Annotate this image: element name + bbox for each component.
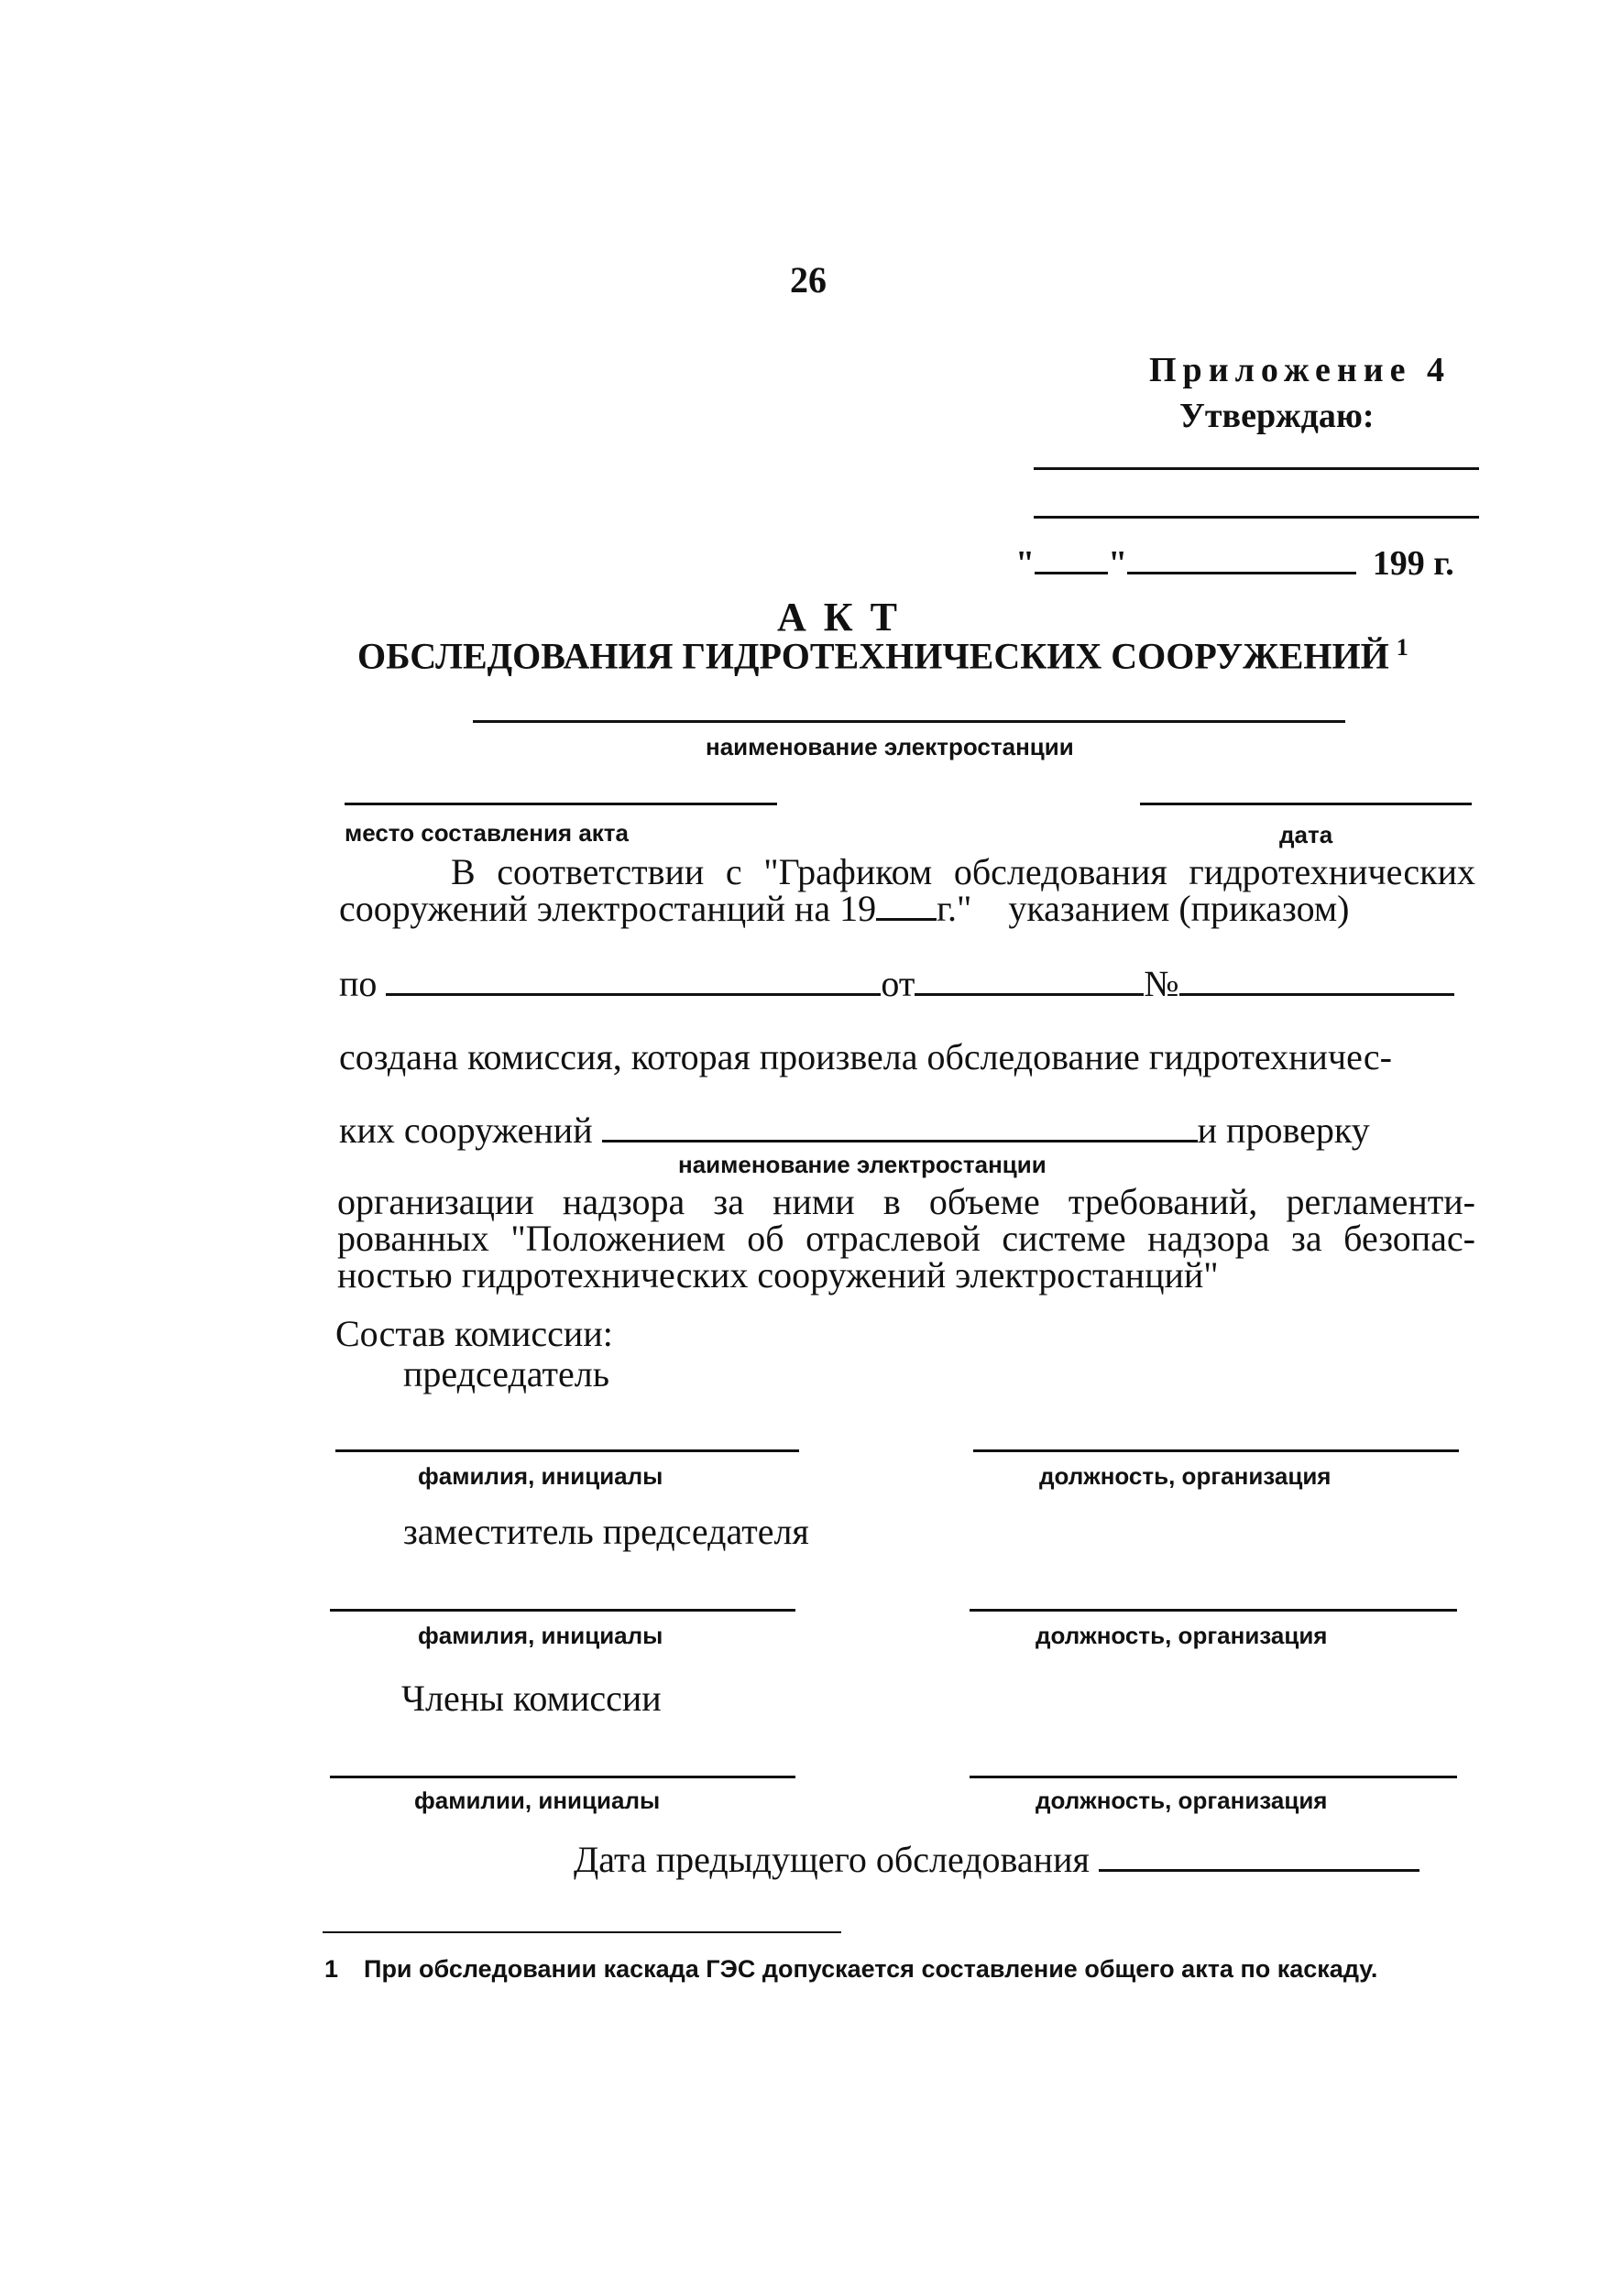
footnote-separator	[323, 1931, 841, 1933]
body-line-2-c: указанием (приказом)	[1008, 888, 1350, 929]
body-line-5-b: и проверку	[1197, 1110, 1370, 1151]
members-label: Члены комиссии	[401, 1678, 662, 1719]
approval-label: Утверждаю:	[1179, 397, 1375, 435]
chairman-position-caption: должность, организация	[1039, 1462, 1332, 1490]
deputy-position-line	[970, 1609, 1457, 1612]
act-title: А К Т	[777, 595, 902, 640]
po-label: по	[339, 963, 378, 1004]
chairman-label: председатель	[403, 1353, 609, 1394]
body-line-5	[339, 1109, 1370, 1152]
chairman-position-line	[973, 1449, 1459, 1452]
order-line	[339, 962, 1454, 1005]
members-name-caption: фамилии, инициалы	[414, 1787, 661, 1814]
members-name-line	[330, 1776, 795, 1778]
footnote	[324, 1955, 1377, 1984]
regulation-paragraph	[337, 1181, 1475, 1296]
paragraph-line-3: ностью гидротехнических сооружений электростанций"	[337, 1254, 1219, 1296]
year-label: 199 г.	[1372, 544, 1454, 583]
chairman-name-line	[335, 1449, 799, 1452]
deputy-name-caption: фамилия, инициалы	[418, 1622, 663, 1649]
deputy-name-line	[330, 1609, 795, 1612]
chairman-name-caption: фамилия, инициалы	[418, 1462, 663, 1490]
body-line-4: создана комиссия, которая произвела обследование гидротехничес-	[339, 1036, 1392, 1077]
prev-inspection-line	[574, 1838, 1419, 1881]
body-line-1: В соответствии с "Графиком обследования гидротехнических	[451, 851, 1475, 892]
prev-inspection-label: Дата предыдущего обследования	[574, 1839, 1090, 1880]
station-name-line	[473, 720, 1345, 723]
day-blank	[1035, 541, 1108, 574]
approval-signature-line-1	[1034, 467, 1479, 470]
paragraph-line-2: рованных "Положением об отраслевой системе надзора за безопас-	[337, 1218, 1475, 1259]
members-position-caption: должность, организация	[1036, 1787, 1328, 1814]
date-line	[1140, 803, 1472, 805]
body-line-5-a: ких сооружений	[339, 1110, 593, 1151]
ot-label: от	[881, 963, 915, 1004]
deputy-label: заместитель председателя	[403, 1511, 809, 1552]
footnote-text: При обследовании каскада ГЭС допускается составление общего акта по каскаду.	[364, 1955, 1378, 1983]
approval-date-line	[1015, 541, 1454, 584]
station-name-caption: наименование электростанции	[706, 733, 1074, 760]
footnote-ref: 1	[1396, 634, 1408, 661]
station-name-caption-2: наименование электростанции	[678, 1151, 1047, 1178]
approval-signature-line-2	[1034, 516, 1479, 519]
footnote-mark: 1	[324, 1955, 339, 1983]
act-subtitle	[357, 634, 1408, 677]
order-number-blank	[1179, 962, 1454, 996]
order-date-blank	[915, 962, 1144, 996]
month-blank	[1127, 541, 1356, 574]
deputy-position-caption: должность, организация	[1036, 1622, 1328, 1649]
body-line-2-b: г."	[937, 888, 972, 929]
members-position-line	[970, 1776, 1457, 1778]
place-line	[345, 803, 777, 805]
quote-close: "	[1108, 544, 1128, 583]
station-name-blank	[602, 1109, 1198, 1143]
date-caption: дата	[1279, 821, 1333, 848]
order-by-blank	[386, 962, 881, 996]
commission-heading: Состав комиссии:	[335, 1313, 613, 1354]
place-caption: место составления акта	[345, 819, 629, 847]
act-subtitle-text: ОБСЛЕДОВАНИЯ ГИДРОТЕХНИЧЕСКИХ СООРУЖЕНИЙ	[357, 635, 1389, 677]
quote-open: "	[1015, 544, 1036, 583]
year-suffix-blank	[876, 887, 937, 921]
page-number: 26	[790, 259, 827, 301]
appendix-label: Приложение 4	[1149, 351, 1452, 389]
body-line-2	[339, 887, 1349, 930]
paragraph-line-1: организации надзора за ними в объеме требований, регламенти-	[337, 1181, 1475, 1222]
num-label: №	[1144, 963, 1179, 1004]
body-line-2-a: сооружений электростанций на 19	[339, 888, 877, 929]
prev-inspection-blank	[1099, 1838, 1419, 1872]
